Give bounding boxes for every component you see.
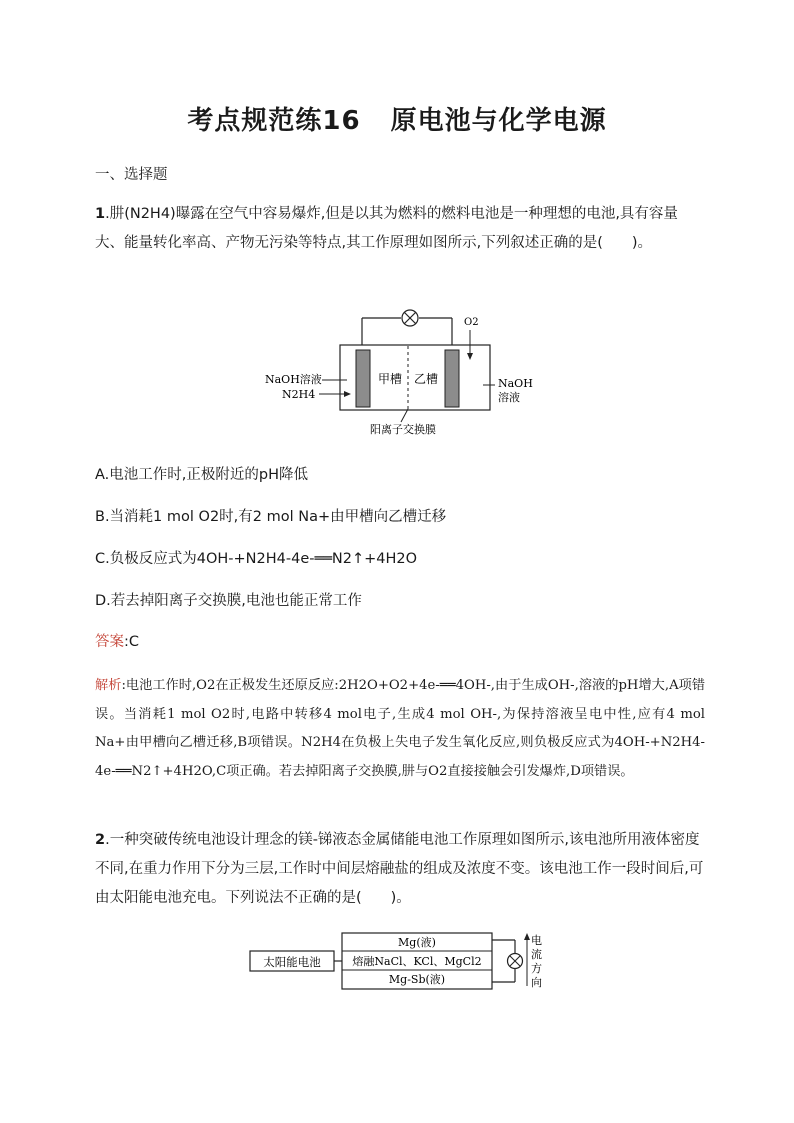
liquid-battery-diagram <box>245 928 555 993</box>
question-2-text: .一种突破传统电池设计理念的镁-锑液态金属储能电池工作原理如图所示,该电池所用液体密度不同,在重力作用下分为三层,工作时中间层熔融盐的组成及浓度不变。该电池工作一段时间后,可由太阳能电池充电。下列说法不正确的是( )。 <box>95 832 704 906</box>
layer-mg-label: Mg(液) <box>398 936 436 949</box>
n2h4-input-label: N2H4 <box>282 388 316 401</box>
explanation-text: :电池工作时,O2在正极发生还原反应:2H2O+O2+4e-══4OH-,由于生成OH-,溶液的pH增大,A项错误。当消耗1 mol O2时,电路中转移4 mol电子,生成4 mol OH-,为保持溶液呈电中性,应有4 mol Na+由甲槽向乙槽迁移,B项错误。N2H4在负极上失电子发生氧化反应,则负极反应式为4OH-+N2H4-4e-══N2↑+4H2O,C项正确。若去掉阳离子交换膜,肼与O2直接接触会引发爆炸,D项错误。 <box>95 678 706 779</box>
option-b: B.当消耗1 mol O2时,有2 mol Na+由甲槽向乙槽迁移 <box>95 509 447 525</box>
question-1-text: .肼(N2H4)曝露在空气中容易爆炸,但是以其为燃料的燃料电池是一种理想的电池,具有容量大、能量转化率高、产物无污染等特点,其工作原理如图所示,下列叙述正确的是( )。 <box>95 206 678 251</box>
explanation <box>95 672 705 786</box>
layer-mgsb-label: Mg-Sb(液) <box>388 973 446 986</box>
explanation-label: 解析 <box>95 678 122 693</box>
naoh-right-label-1: NaOH <box>498 377 533 390</box>
naoh-input-label: NaOH溶液 <box>265 373 322 386</box>
question-2-stem <box>95 826 705 913</box>
title-part-a: 考点规范练16 <box>187 106 361 136</box>
option-d: D.若去掉阳离子交换膜,电池也能正常工作 <box>95 593 362 609</box>
page-title <box>0 100 794 137</box>
answer-label: 答案 <box>95 634 124 650</box>
membrane-label: 阳离子交换膜 <box>370 423 436 436</box>
tank-b-label: 乙槽 <box>414 372 439 386</box>
current-direction-label: 电 流 方 向 <box>531 934 542 989</box>
question-1-number: 1 <box>95 206 106 222</box>
tank-a-label: 甲槽 <box>378 372 403 386</box>
o2-label: O2 <box>464 317 479 328</box>
question-1-stem <box>95 200 705 258</box>
section-heading: 一、选择题 <box>95 167 168 183</box>
fuel-cell-diagram <box>255 305 545 440</box>
arrow-up-icon <box>524 933 530 940</box>
option-a: A.电池工作时,正极附近的pH降低 <box>95 467 308 483</box>
answer-line <box>95 630 139 651</box>
lamp-icon <box>508 954 523 969</box>
layer-salt-label: 熔融NaCl、KCl、MgCl2 <box>352 955 482 968</box>
answer-value: :C <box>124 634 140 650</box>
solar-cell-label: 太阳能电池 <box>263 955 321 969</box>
lamp-icon <box>402 310 418 326</box>
question-2-number: 2 <box>95 832 106 848</box>
title-part-b: 原电池与化学电源 <box>390 106 607 136</box>
option-c: C.负极反应式为4OH-+N2H4-4e-══N2↑+4H2O <box>95 551 418 567</box>
naoh-right-label-2: 溶液 <box>498 391 520 404</box>
